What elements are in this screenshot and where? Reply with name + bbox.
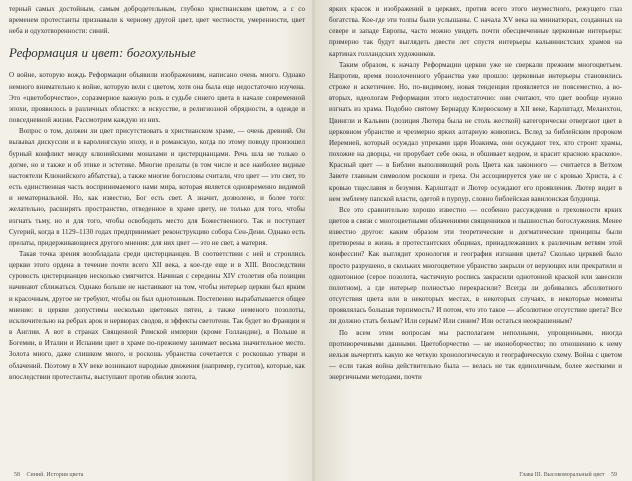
right-paragraph-3: Все это сравнительно хорошо известно — особенно рассуждения о греховности ярких цветов в связи с многоцветными облачениями священников и пышностью богослужения. Менее известно другое: каким образом эти теоретические и догматические принципы были претворены в жизнь в протестантских общинах, принадлежавших к различным ветвям этой конфессии? Как выглядит хронология и география изгнания цвета? Сколько церквей было просто разрушено, в скольких многоцветное убранство закрыли от верующих или прекратили и однотонное (серое позолота, частичную роспись закрасили однотонной краской или завесили полотном), а где интерьер полностью перекрасили? Всегда ли добивались абсолютного отсутствия цвета или в некоторых местах, в некоторых случаях, в некоторые моменты проявлялась большая терпимость? И потом, что это такое — абсолютное отсутствие цвета? Все ли должно стать белым? Или серым? Или синим? Или остаться неокрашенным?	[329, 205, 622, 326]
left-paragraph-3: Такая точка зрения возобладала среди цистерцианцев. В соответствии с ней и строились церкви этого ордена в течение почти всего XII века, а кое-где еще и в XIII. Впоследствии суровость цистерцианцев несколько смягчится. Начиная с середины XIV столетия оба позиции начинают сближаться. Однако больше не настаивают на том, чтобы интерьер церкви был ярким и красочным, другое не требуют, чтобы он был однотонным. Постепенно вырабатывается общее мнение: в церкви допустимы несколько цветовых пятен, а также неменого позолоты, исключительно на ребрах арок и нервюрах сводов, и эффекты светотени. Так будет во Франции и в Англии. А вот в странах Священной Римской империи (кроме Голландии), в Польше и Богемии, в Италии и Испании цвет в храме по-прежнему занимает весьма значительное место. Золота много, даже слишком много, и роскошь убранства сочетается с роскошью утвари и облачений. Поэтому в XV веке возникают народные движения (например, гуситов), которые, как впоследствии протестанты, выступают против обилия золота,	[9, 249, 305, 381]
right-footer	[519, 472, 622, 478]
right-paragraph-1: ярких красок и изображений в церквях, против всего этого неуместного, режущего глаз богатства. Кое-где эти толпы были услышаны. С начала XV века на миниатюрах, созданных на севере и западе Европы, часто можно увидеть почти обесцвеченные церковные интерьеры: примерно так будут выглядеть двести лет спустя интерьеры кальвинистских храмов на картинах голландских художников.	[329, 5, 622, 58]
left-paragraph-2: Вопрос о том, должен ли цвет присутствовать в христианском храме, — очень древний. Он вызывал дискуссии и в каролингскую эпоху, и в романскую, когда по этому поводу произошел бурный конфликт между клюнийскими монахами и цистерцианцами. Речь шла не только о догме, но и также и об этике и эстетике. Многие прелаты (в том числе и все наиболее видные настоятели Клюнийского аббатства), а также многие богословы считали, что цвет — это свет, то есть единственная часть воспринимаемого нами мира, которая является одновременно видимой и нематериальной. Но, как известно, Бог есть свет. А значит, дозволено, и более того: желательно, расширять пространство, отведенное в храме цвету, не только для того, чтобы изгнать тьму, но и для того, чтобы освободить место для Божественного. Так и поступает Сугерий, когда в 1129–1130 годах предпринимает реконструкцию собора Сен-Дени. Однако есть прелаты, придерживающиеся другого мнения: для них цвет — это не свет, а материя.	[9, 127, 305, 247]
right-paragraph-2: Таким образом, к началу Реформации церкви уже не сверкали прежним многоцветьем. Напротив, время позолоченного убранства уже прошло: церковные интерьеры становились строже и аскетичнее. Но, по-видимому, новая тенденция проявляется не повсеместно, а во-вторых, идеологам Реформации этого недостаточно: они считают, что цвет вообще нужно изгнать из храма. Подобно святому Бернарду Клервоскому в XII веке, Карлштадт, Меланхтон, Цвингли и Кальвин (позиция Лютера была не столь жесткой) категорически отвергают цвет в церковном убранстве и чрезмерно ярких алтарную живопись. Вслед за библейским пророком Иеремией, который осуждал упреками царя Иоакима, они осуждают тех, кто строит храмы, похожие на дворцы, «и прорубает себе окна, и обшивает кедром, и красит красною краскою». Красный цвет — в Библии выполняющий роль Цвета как законного — считается в Ветхом Завете главным символом роскоши и греха. Он ассоциируется уже не с кровью Христа, а с кровью тщеславия и безумия. Карлштадт и Лютер осуждают его проявления. Лютер видит в нем эмблему папской власти, одетой в пурпур, словно библейская вавилонская блудница.	[329, 60, 622, 203]
right-running-title: Глава III. Высокоморальный цвет	[519, 472, 605, 478]
left-paragraph-1: О войне, которую вождь Реформации объявили изображениям, написано очень много. Однако немного внимательно к войне, которую вели с цветом, хотя она была еще недостаточно изучена. Это «цветоборчество», соразмерное важную роль в судьбе синего цвета в начале современной эпохи, проявилось в различных областях: в искусстве, в религиозной обрядности, в одежде и повседневной жизни. Рассмотрим каждую из них.	[9, 71, 305, 125]
right-paragraph-4: По всем этим вопросам мы располагаем неполными, упрощенными, иногда противоречивыми данными. Цветоборчество — не иконоборчество; по отношению к нему нельзя вычертить какую же четкую хронологическую и географическую схему. Война с цветом — если такая война действительно была — велась не так единоличным, более жесткими и энергичными методами, почти	[329, 328, 622, 382]
left-page-number: 58	[14, 472, 20, 478]
left-running-title: Синий. История цвета	[26, 472, 84, 478]
right-page-number: 59	[611, 472, 617, 478]
section-heading: Реформация и цвет: богохульные	[9, 45, 196, 61]
right-page	[315, 0, 632, 481]
left-page	[0, 0, 313, 481]
left-footer	[9, 472, 83, 478]
left-intro-paragraph: терный самых достойным, самым добродетельным, глубоко христианским цветом, а с со временем протестанты признавали к черному другой цвет, цвет честности, умеренности, цвет неба и одухотворенности: синий.	[9, 5, 305, 36]
